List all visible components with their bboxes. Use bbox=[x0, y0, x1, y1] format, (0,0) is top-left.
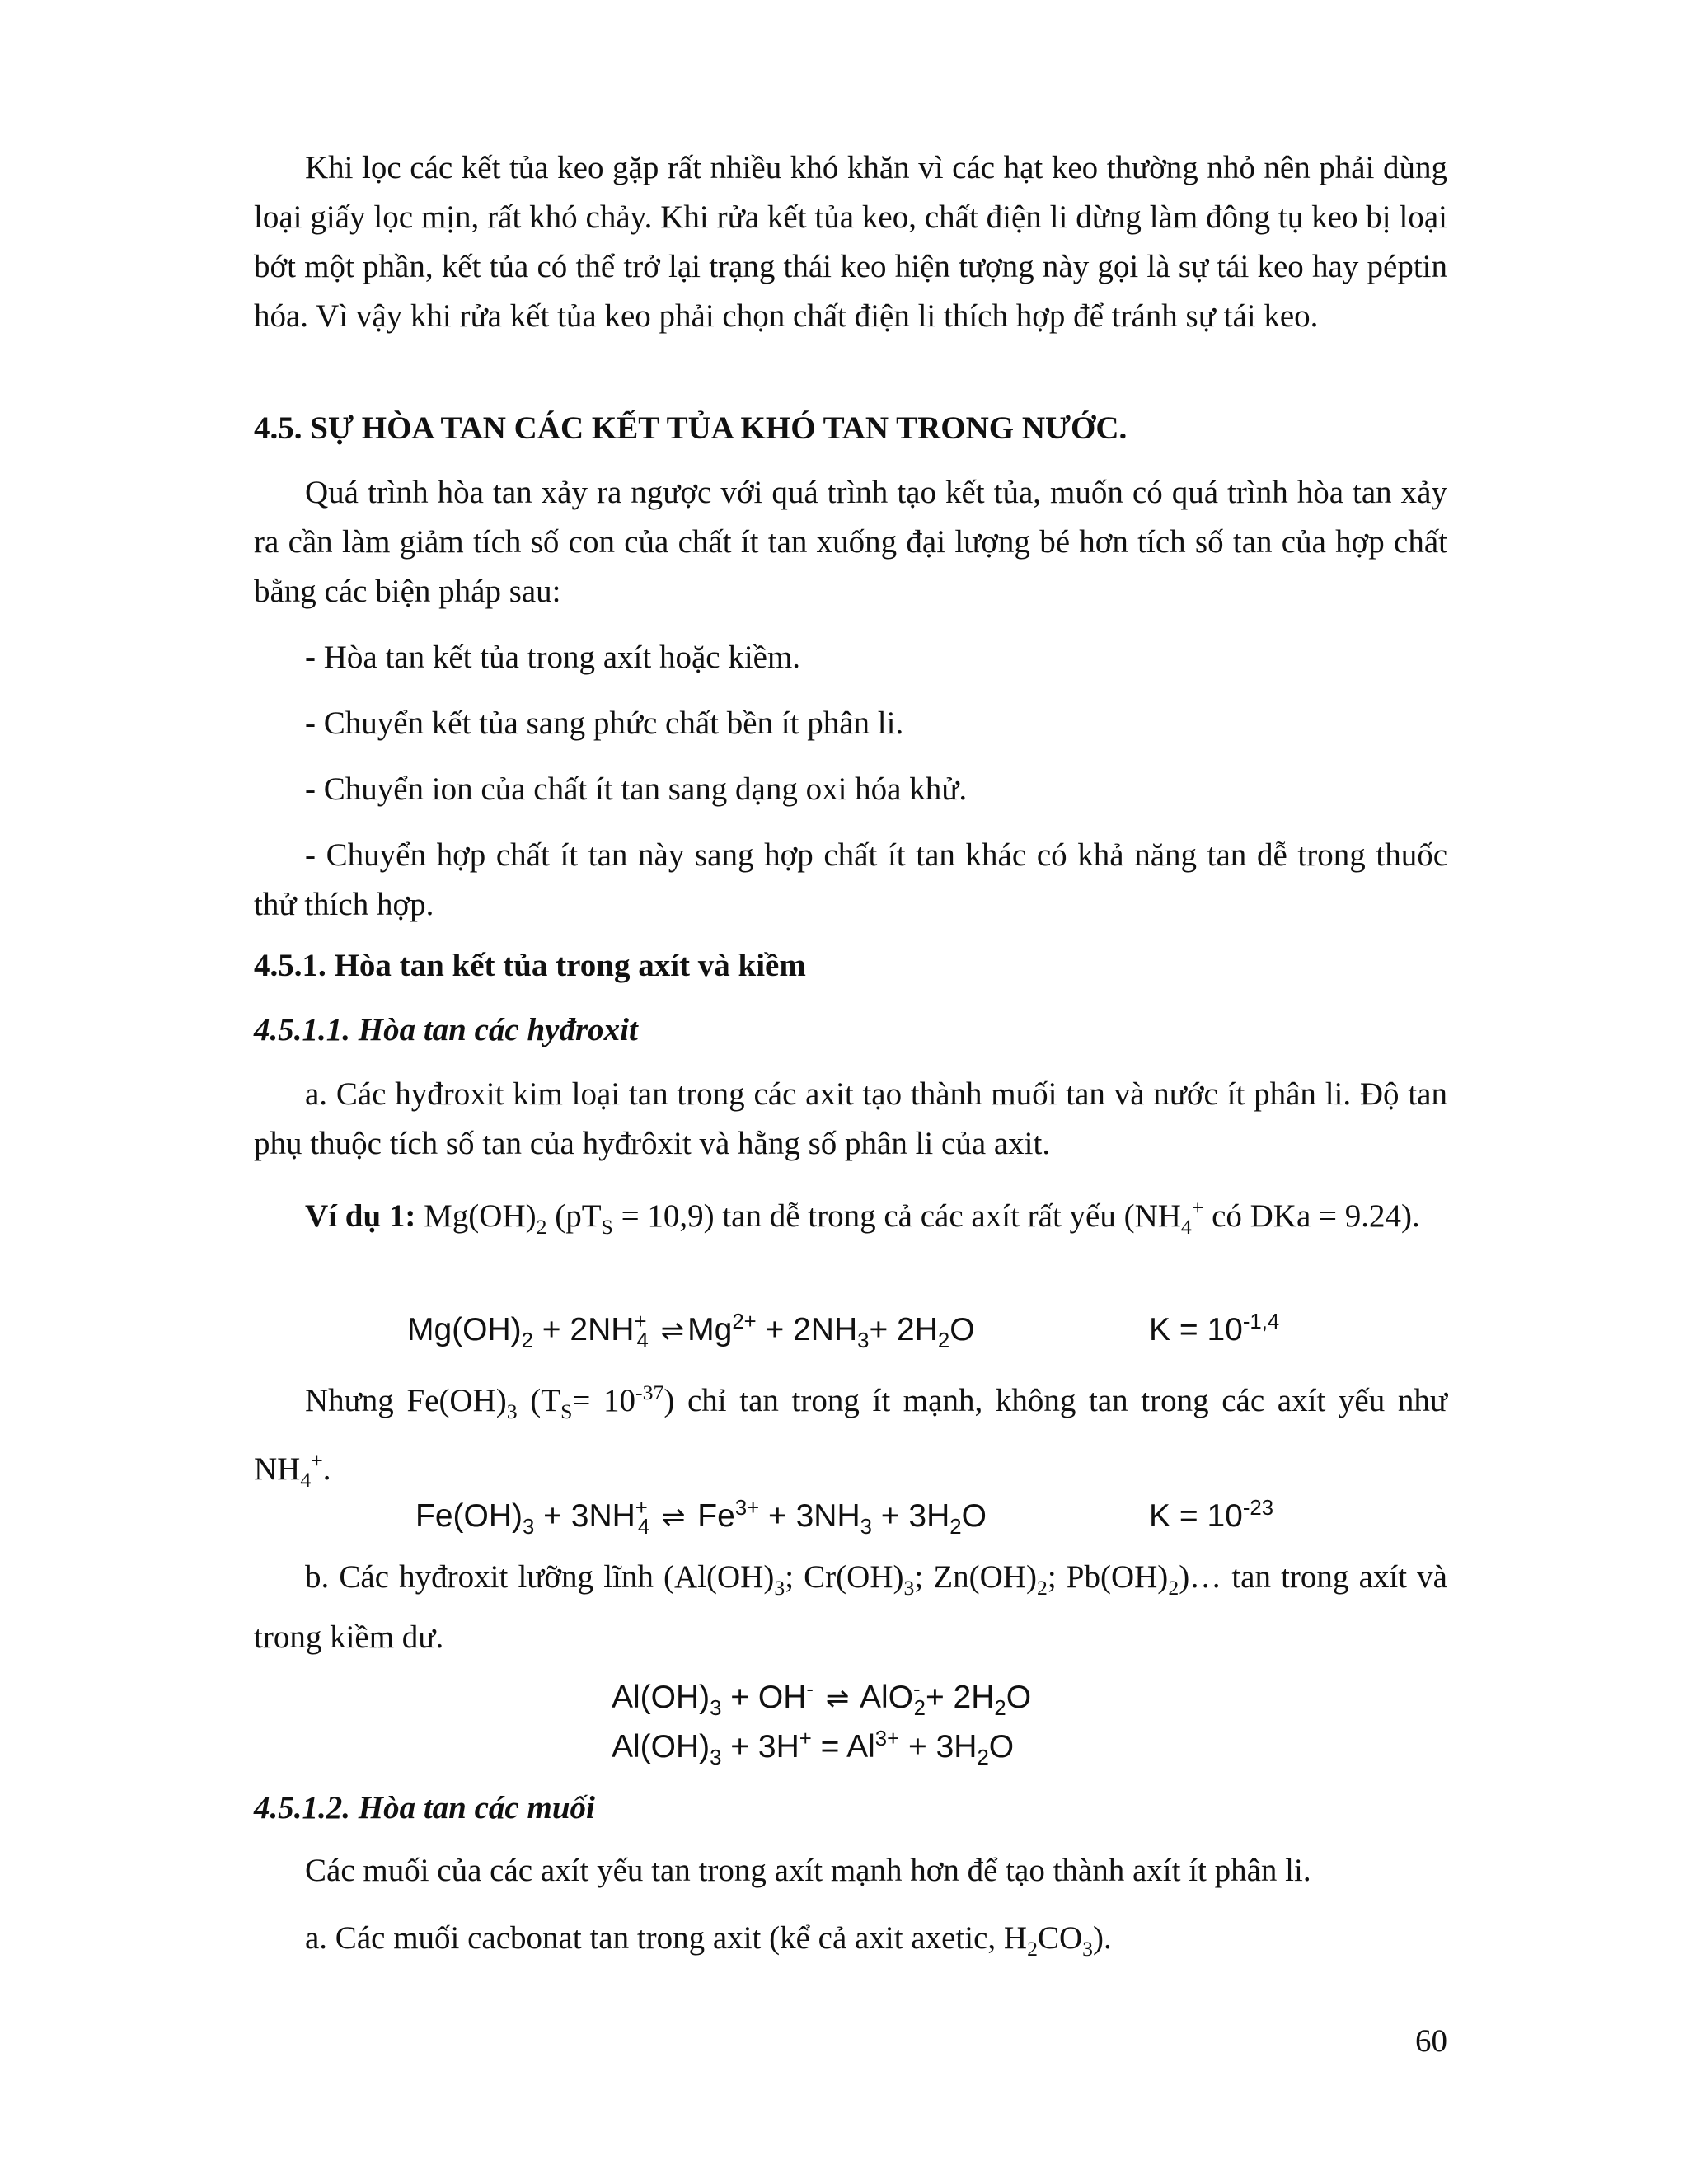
section-heading-4-5-1 bbox=[254, 941, 1447, 991]
section-heading-4-5-1-1 bbox=[254, 1005, 1447, 1055]
paragraph-salts bbox=[254, 1846, 1447, 1896]
paragraph-text: Các muối của các axít yếu tan trong axít mạnh hơn để tạo thành axít ít phân li. bbox=[305, 1853, 1311, 1888]
equation-al-hydroxide-acid: $Al(OH)_3 + 3H^+ = Al^{3+} + 3H_2O$ bbox=[612, 1727, 1015, 1769]
paragraph-carbonates: a. Các muối cacbonat tan trong axit (kể cả axit axetic, $H_2CO_3$). bbox=[305, 1920, 1112, 1961]
paragraph-amphoteric: b. Các hyđroxit lưỡng lĩnh ($Al(OH)_3$; $Cr(OH)_3$; $Zn(OH)_2$; $Pb(OH)_2)\dots$ tan trong axít và trong kiềm dư. bbox=[254, 1559, 1447, 1655]
bullet-complex bbox=[254, 699, 1447, 748]
paragraph-text: Khi lọc các kết tủa keo gặp rất nhiều khó khăn vì các hạt keo thường nhỏ nên phải dùng loại giấy lọc mịn, rất khó chảy. Khi rửa kết tủa keo, chất điện li dừng làm đông tụ keo bị loại bớt một phần, kết tủa có thể trở lại trạng thái keo hiện tượng này gọi là sự tái keo hay péptin hóa. Vì vậy khi rửa kết tủa keo phải chọn chất điện li thích hợp để tránh sự tái keo. bbox=[254, 150, 1447, 334]
equation-mg-hydroxide: $Mg(OH)_2 + 2NH^+_4$ ⇌ $Mg^{2+} + 2NH_3+ 2H_2O$ bbox=[407, 1297, 975, 1366]
section-heading-4-5-1-2 bbox=[254, 1783, 1447, 1833]
paragraph-colloid-filtering bbox=[254, 143, 1447, 341]
equilibrium-arrow-icon: ⇌ bbox=[660, 1315, 685, 1347]
equation-al-hydroxide-base: $Al(OH)_3 + OH^-$ ⇌ $AlO^-_2+ 2H_2O$ bbox=[612, 1665, 1031, 1733]
equilibrium-constant-1: $K = 10^{-1,4}$ bbox=[1149, 1310, 1280, 1347]
bullet-redox bbox=[254, 765, 1447, 814]
bullet-convert bbox=[254, 831, 1447, 930]
paragraph-dissolution-intro bbox=[254, 468, 1447, 616]
bullet-text: - Hòa tan kết tủa trong axít hoặc kiềm. bbox=[305, 640, 801, 675]
heading-text: 4.5.1.2. Hòa tan các muối bbox=[254, 1790, 595, 1825]
example-label: Ví dụ 1: bbox=[305, 1198, 416, 1234]
bullet-text: - Chuyển ion của chất ít tan sang dạng oxi hóa khử. bbox=[305, 771, 968, 807]
paragraph-example-1: Ví dụ 1: $Mg(OH)_2$ $(pT_S = 10,9)$ tan dễ trong cả các axít rất yếu ($NH_4^+$ có DKa = 9.24). bbox=[305, 1196, 1420, 1239]
bullet-text: - Chuyển hợp chất ít tan này sang hợp chất ít tan khác có khả năng tan dễ trong thuốc thử thích hợp. bbox=[254, 837, 1447, 922]
paragraph-text: a. Các hyđroxit kim loại tan trong các axit tạo thành muối tan và nước ít phân li. Độ tan phụ thuộc tích số tan của hyđrôxit và hằng số phân li của axit. bbox=[254, 1076, 1447, 1161]
bullet-acid-base bbox=[254, 633, 1447, 682]
heading-text: 4.5. SỰ HÒA TAN CÁC KẾT TỦA KHÓ TAN TRONG NƯỚC. bbox=[254, 410, 1128, 446]
paragraph-text: Quá trình hòa tan xảy ra ngược với quá trình tạo kết tủa, muốn có quá trình hòa tan xảy ra cần làm giảm tích số con của chất ít tan xuống đại lượng bé hơn tích số tan của hợp chất bằng các biện pháp sau: bbox=[254, 475, 1447, 609]
equation-fe-hydroxide: $Fe(OH)_3 + 3NH^+_4$ ⇌ $Fe^{3+} + 3NH_3 + 3H_2O$ bbox=[415, 1483, 987, 1552]
paragraph-fe-hydroxide: Nhưng $Fe(OH)_3$ $(T_S= 10^{-37})$ chỉ tan trong ít mạnh, không tan trong các axít yếu như $NH_4^+$. bbox=[254, 1380, 1448, 1492]
bullet-text: - Chuyển kết tủa sang phức chất bền ít phân li. bbox=[305, 705, 904, 741]
heading-text: 4.5.1. Hòa tan kết tủa trong axít và kiềm bbox=[254, 948, 806, 983]
equilibrium-arrow-icon: ⇌ bbox=[825, 1683, 850, 1714]
page-number: 60 bbox=[1415, 2023, 1447, 2059]
heading-text: 4.5.1.1. Hòa tan các hyđroxit bbox=[254, 1012, 638, 1047]
section-heading-4-5 bbox=[254, 404, 1447, 453]
paragraph-hydroxides bbox=[254, 1070, 1447, 1169]
equilibrium-constant-2: $K = 10^{-23}$ bbox=[1149, 1497, 1274, 1534]
equilibrium-arrow-icon: ⇌ bbox=[661, 1502, 686, 1533]
